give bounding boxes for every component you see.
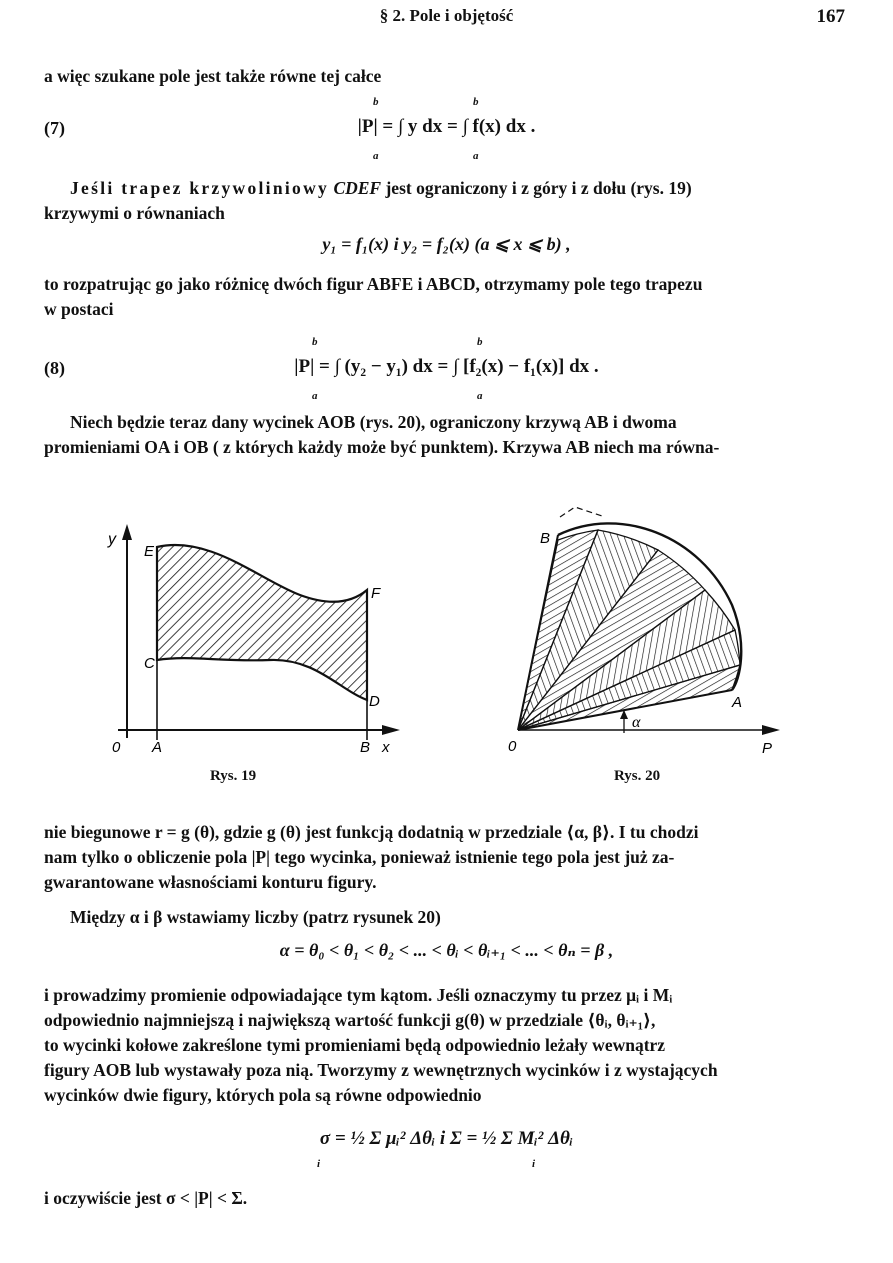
running-header: § 2. Pole i objętość xyxy=(379,6,514,25)
label-origin: 0 xyxy=(112,739,121,756)
paragraph-trapez-rest: jest ograniczony i z góry i z dołu (rys. 19) xyxy=(385,178,692,198)
paragraph-sectors-line2: odpowiednio najmniejszą i największą wartość funkcji g(θ) w przedziale ⟨θᵢ, θᵢ₊₁⟩, xyxy=(44,1010,656,1030)
label-b: B xyxy=(360,739,371,756)
paragraph-sector-line1: Niech będzie teraz dany wycinek AOB (rys. 20), ograniczony krzywą AB i dwoma xyxy=(70,412,677,432)
paragraph-sectors-line4: figury AOB lub wystawały poza nią. Tworzymy z wewnętrznych wycinków i z wystających xyxy=(44,1060,718,1080)
label-a: A xyxy=(152,739,163,756)
paragraph-difference-line2: w postaci xyxy=(44,299,114,319)
eq8-upper-limit-1: b xyxy=(312,336,318,348)
eq7-lower-limit-1: a xyxy=(373,150,379,162)
sum-index-2: i xyxy=(532,1158,536,1170)
caption-rys-19: Rys. 19 xyxy=(210,768,257,784)
polar-axis-arrow xyxy=(762,725,780,735)
caption-rys-20: Rys. 20 xyxy=(614,768,661,784)
paragraph-sectors-line1: i prowadzimy promienie odpowiadające tym kątom. Jeśli oznaczymy tu przez μᵢ i Mᵢ xyxy=(44,985,673,1005)
paragraph-sector-line2: promieniami OA i OB ( z których każdy może być punktem). Krzywa AB niech ma równa- xyxy=(44,437,720,457)
paragraph-trapez-line2: krzywymi o równaniach xyxy=(44,203,225,223)
label-x: x xyxy=(382,739,390,756)
outer-sector-dashes xyxy=(560,507,605,517)
sum-index-1: i xyxy=(317,1158,321,1170)
region-cdef xyxy=(157,545,367,700)
y-axis-arrow xyxy=(122,524,132,540)
label-b: B xyxy=(540,530,551,547)
label-f: F xyxy=(371,585,381,602)
label-a: A xyxy=(732,694,743,711)
figure-name-cdef: CDEF xyxy=(333,178,382,198)
eq8-upper-limit-2: b xyxy=(477,336,483,348)
label-alpha: α xyxy=(632,714,641,731)
paragraph-difference-line1: to rozpatrując go jako różnicę dwóch figur ABFE i ABCD, otrzymamy pole tego trapezu xyxy=(44,274,703,294)
figure-20 xyxy=(500,495,800,760)
paragraph-intro: a więc szukane pole jest także równe tej całce xyxy=(44,66,382,86)
paragraph-conclusion: i oczywiście jest σ < |P| < Σ. xyxy=(44,1188,248,1208)
paragraph-trapez xyxy=(44,176,850,201)
paragraph-polar-line2: nam tylko o obliczenie pola |P| tego wycinka, ponieważ istnienie tego pola jest już za- xyxy=(44,847,675,867)
page-number: 167 xyxy=(816,6,845,27)
label-e: E xyxy=(144,543,155,560)
x-axis-arrow xyxy=(382,725,400,735)
figure-19 xyxy=(100,520,410,760)
equation-number-7: (7) xyxy=(44,118,65,138)
label-origin: 0 xyxy=(508,738,517,755)
paragraph-insert: Między α i β wstawiamy liczby (patrz rysunek 20) xyxy=(70,907,441,927)
eq8-lower-limit-2: a xyxy=(477,390,483,402)
equation-7: |P| = ∫ y dx = ∫ f(x) dx . xyxy=(357,116,536,137)
label-d: D xyxy=(369,693,380,710)
eq7-upper-limit-2: b xyxy=(473,96,479,108)
label-y: y xyxy=(108,531,116,548)
label-p: P xyxy=(762,740,773,757)
equation-8: |P| = ∫ (y₂ − y₁) dx = ∫ [f₂(x) − f₁(x)] dx . xyxy=(294,356,599,377)
equation-sums: σ = ½ Σ μᵢ² Δθᵢ i Σ = ½ Σ Mᵢ² Δθᵢ xyxy=(319,1128,574,1149)
paragraph-sectors-line3: to wycinki kołowe zakreślone tymi promieniami będą odpowiednio leżały wewnątrz xyxy=(44,1035,666,1055)
spaced-phrase: Jeśli trapez krzywoliniowy xyxy=(70,178,330,198)
paragraph-polar-line1: nie biegunowe r = g (θ), gdzie g (θ) jest funkcją dodatnią w przedziale ⟨α, β⟩. I tu chodzi xyxy=(44,822,699,842)
eq7-upper-limit-1: b xyxy=(373,96,379,108)
equation-thetas: α = θ₀ < θ₁ < θ₂ < ... < θᵢ < θᵢ₊₁ < ... < θₙ = β , xyxy=(279,940,614,960)
equation-curves: y₁ = f₁(x) i y₂ = f₂(x) (a ⩽ x ⩽ b) , xyxy=(322,234,571,254)
paragraph-polar-line3: gwarantowane własnościami konturu figury. xyxy=(44,872,377,892)
equation-number-8: (8) xyxy=(44,358,65,378)
eq8-lower-limit-1: a xyxy=(312,390,318,402)
label-c: C xyxy=(144,655,155,672)
paragraph-sectors-line5: wycinków dwie figury, których pola są równe odpowiednio xyxy=(44,1085,482,1105)
eq7-lower-limit-2: a xyxy=(473,150,479,162)
